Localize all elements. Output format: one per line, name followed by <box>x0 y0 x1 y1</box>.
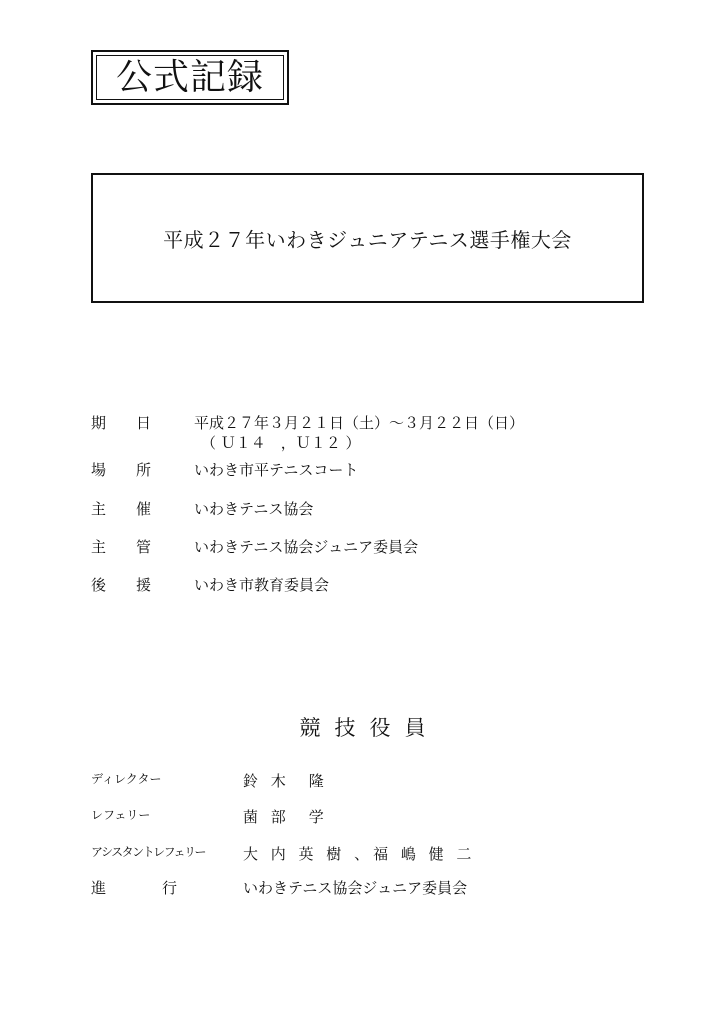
official-name-assistant-referee: 大 内 英 樹 、福 嶋 健 二 <box>243 845 476 863</box>
info-label-date: 期 日 <box>91 414 151 432</box>
official-name-progress: いわきテニス協会ジュニア委員会 <box>243 879 468 897</box>
info-value-support: いわき市教育委員会 <box>194 576 330 594</box>
official-record-stamp-text: 公式記録 <box>96 55 284 100</box>
info-label-organizer: 主 催 <box>91 500 151 518</box>
info-value-date: 平成２７年３月２１日（土）～３月２２日（日） <box>194 414 525 432</box>
info-value-organizer: いわきテニス協会 <box>194 500 314 518</box>
info-value-management: いわきテニス協会ジュニア委員会 <box>194 538 419 556</box>
official-role-progress: 進 行 <box>91 879 177 897</box>
official-role-referee: レフェリー <box>91 808 151 822</box>
official-record-stamp <box>91 50 289 105</box>
info-label-venue: 場 所 <box>91 461 151 479</box>
info-value-category: （ Ｕ１４ ，Ｕ１２ ） <box>201 434 361 452</box>
event-title-box <box>91 173 644 303</box>
official-role-assistant-referee: アシスタントレフェリー <box>91 845 206 859</box>
event-title: 平成２７年いわきジュニアテニス選手権大会 <box>163 227 572 252</box>
info-label-support: 後 援 <box>91 576 151 594</box>
official-name-director: 鈴 木 隆 <box>243 772 328 790</box>
officials-heading: 競技役員 <box>299 716 440 740</box>
official-role-director: ディレクター <box>91 772 162 786</box>
info-value-venue: いわき市平テニスコート <box>194 461 359 479</box>
official-name-referee: 菌 部 学 <box>243 808 328 826</box>
info-label-management: 主 管 <box>91 538 151 556</box>
